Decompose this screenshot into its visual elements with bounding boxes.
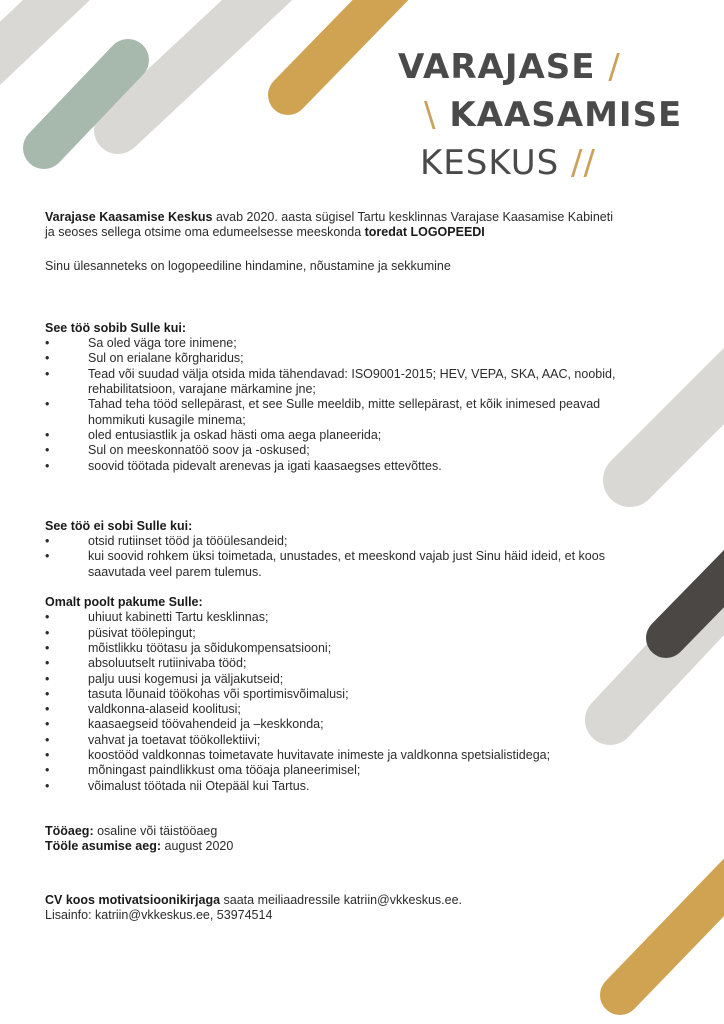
list-item: • Sul on erialane kõrgharidus; (45, 351, 645, 366)
cv-label: CV koos motivatsioonikirjaga (45, 892, 221, 907)
list-item: • mõningast paindlikkust oma tööaja planeerimisel; (45, 763, 645, 778)
list-item: • Tahad teha tööd sellepärast, et see Sulle meeldib, mitte sellepärast, et kõik inimesed peavad hommikuti kusagile minema; (45, 397, 645, 428)
job-ad-body (45, 210, 645, 923)
list-item: • võimalust töötada nii Otepääl kui Tartus. (45, 779, 645, 794)
logo-word-keskus: KESKUS (420, 143, 560, 183)
offer-heading: Omalt poolt pakume Sulle: (45, 595, 203, 610)
cv-instructions (45, 893, 645, 908)
list-item: • oled entusiastlik ja oskad hästi oma aega planeerida; (45, 428, 645, 443)
list-item: • palju uusi kogemusi ja väljakutseid; (45, 672, 645, 687)
logo-slash-2: \ (424, 95, 437, 135)
list-item: • Tead või suudad välja otsida mida tähendavad: ISO9001-2015; HEV, VEPA, SKA, AAC, noobid, rehabilitatsioon, varajane märkamine jne; (45, 367, 645, 398)
list-item: • koostööd valdkonnas toimetavate huvitavate inimeste ja valdkonna spetsialistidega; (45, 748, 645, 763)
cv-text: saata meiliaadressile katriin@vkkeskus.ee. (220, 892, 463, 907)
list-item: • soovid töötada pidevalt arenevas ja igati kaasaegses ettevõttes. (45, 459, 645, 474)
start-date-value: august 2020 (161, 839, 234, 854)
not-suits-list (45, 534, 645, 580)
offer-list (45, 610, 645, 794)
list-item: • valdkonna-alaseid koolitusi; (45, 702, 645, 717)
org-name: Varajase Kaasamise Keskus (45, 210, 213, 224)
list-item: • absoluutselt rutiinivaba tööd; (45, 656, 645, 671)
work-time-value: osaline või täistööaeg (93, 823, 218, 838)
list-item: • uhiuut kabinetti Tartu kesklinnas; (45, 610, 645, 625)
logo-slash-3: // (571, 143, 596, 183)
start-date-label: Tööle asumise aeg: (45, 839, 162, 854)
logo-line-2 (424, 95, 683, 135)
work-time (45, 824, 645, 839)
logo-word-varajase: VARAJASE (398, 47, 596, 87)
list-item: • kaasaegseid töövahendeid ja –keskkonda; (45, 717, 645, 732)
duties-text: Sinu ülesanneteks on logopeediline hindamine, nõustamine ja sekkumine (45, 258, 451, 273)
logo-slash-1: / (608, 47, 621, 87)
contact-info: Lisainfo: katriin@vkkeskus.ee, 53974514 (45, 907, 273, 922)
list-item: • vahvat ja toetavat töökollektiivi; (45, 733, 645, 748)
intro-text-2: ja seoses sellega otsime oma edumeelsesse meeskonda (45, 225, 365, 240)
suits-list (45, 336, 645, 474)
suits-heading: See töö sobib Sulle kui: (45, 320, 186, 335)
list-item: • tasuta lõunaid töökohas või sportimisvõimalusi; (45, 687, 645, 702)
work-time-label: Tööaeg: (45, 823, 94, 838)
list-item: • kui soovid rohkem üksi toimetada, unustades, et meeskond vajab just Sinu häid ideid, et koos saavutada veel parem tulemus. (45, 549, 645, 580)
logo-line-1 (398, 47, 621, 87)
logo-line-3 (420, 143, 596, 183)
intro-text-1: avab 2020. aasta sügisel Tartu kesklinnas Varajase Kaasamise Kabineti (212, 210, 613, 224)
position-highlight: toredat LOGOPEEDI (364, 225, 485, 240)
list-item: • Sul on meeskonnatöö soov ja -oskused; (45, 443, 645, 458)
list-item: • mõistlikku töötasu ja sõidukompensatsiooni; (45, 641, 645, 656)
logo-word-kaasamise: KAASAMISE (449, 95, 683, 135)
intro-paragraph (45, 210, 645, 241)
list-item: • püsivat töölepingut; (45, 626, 645, 641)
not-suits-heading: See töö ei sobi Sulle kui: (45, 518, 193, 533)
list-item: • otsid rutiinset tööd ja tööülesandeid; (45, 534, 645, 549)
stripe-gold-top (288, 0, 400, 95)
list-item: • Sa oled väga tore inimene; (45, 336, 645, 351)
start-date (45, 839, 645, 854)
